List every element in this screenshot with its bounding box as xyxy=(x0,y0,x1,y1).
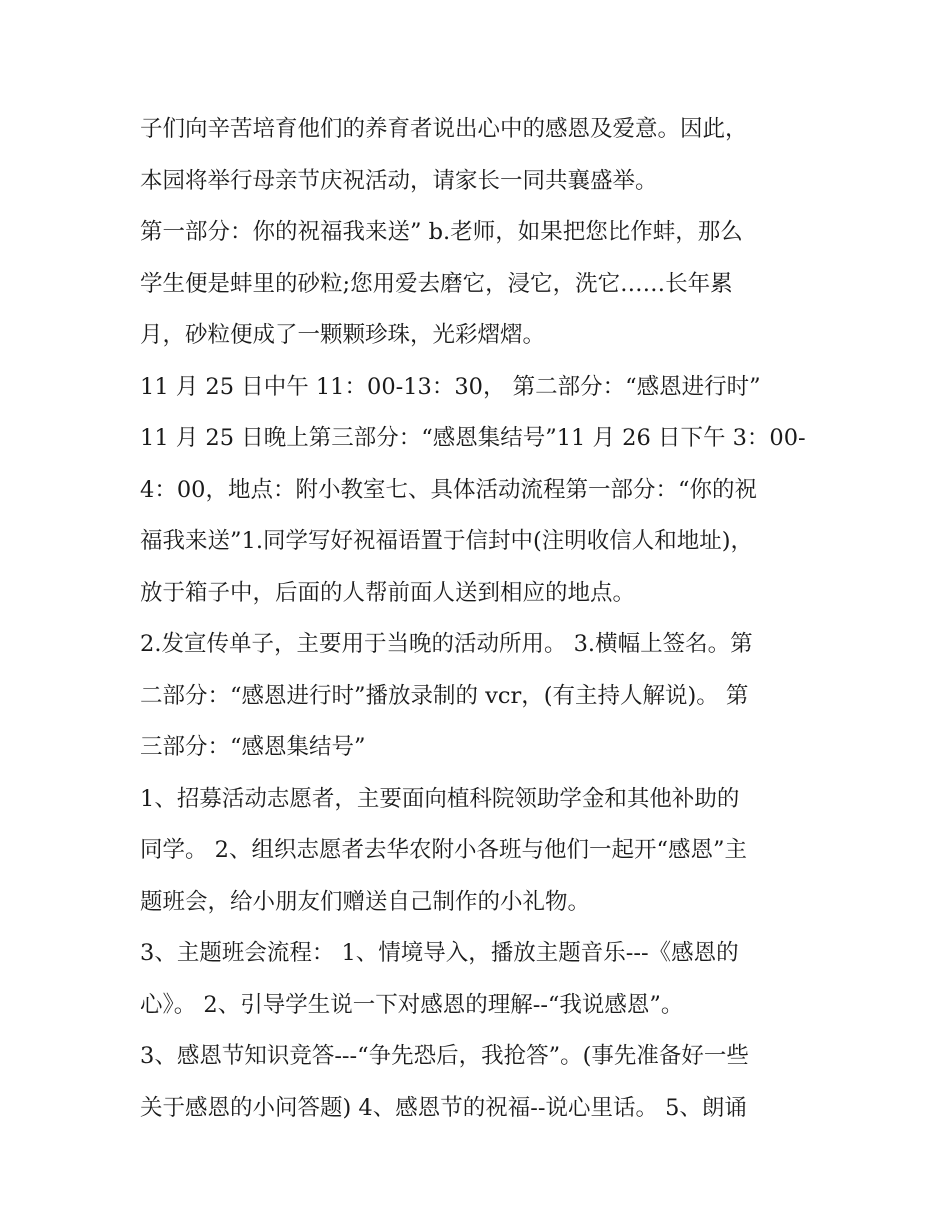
text-line: 题班会，给小朋友们赠送自己制作的小礼物。 xyxy=(140,888,591,915)
text-line: 4：00，地点：附小教室七、具体活动流程第一部分：“你的祝 xyxy=(140,476,757,503)
text-line: 本园将举行母亲节庆祝活动，请家长一同共襄盛举。 xyxy=(140,167,658,194)
text-line: 月，砂粒便成了一颗颗珍珠，光彩熠熠。 xyxy=(140,322,546,348)
text-line: 同学。 2、组织志愿者去华农附小各班与他们一起开“感恩”主 xyxy=(140,837,747,863)
text-line: 3、主题班会流程： 1、情境导入，播放主题音乐---《感恩的 xyxy=(140,940,739,966)
text-line: 二部分：“感恩进行时”播放录制的 vcr，(有主持人解说)。 第 xyxy=(140,682,749,709)
text-line: 放于箱子中，后面的人帮前面人送到相应的地点。 xyxy=(140,579,636,606)
text-line: 11 月 25 日晚上第三部分：“感恩集结号”11 月 26 日下午 3：00- xyxy=(140,425,806,451)
text-line: 1、招募活动志愿者，主要面向植科院领助学金和其他补助的 xyxy=(140,785,740,812)
text-line: 心》。 2、引导学生说一下对感恩的理解--“我说感恩”。 xyxy=(140,991,684,1018)
body-text xyxy=(140,104,830,1134)
text-line: 三部分：“感恩集结号” xyxy=(140,734,366,760)
text-line: 关于感恩的小问答题) 4、感恩节的祝福--说心里话。 5、朗诵 xyxy=(140,1094,747,1121)
text-line: 3、感恩节知识竞答---“争先恐后，我抢答”。(事先准备好一些 xyxy=(140,1043,749,1069)
text-line: 学生便是蚌里的砂粒;您用爱去磨它，浸它，洗它……长年累 xyxy=(140,270,733,297)
text-line: 11 月 25 日中午 11：00-13：30， 第二部分：“感恩进行时” xyxy=(140,373,761,400)
text-line: 子们向辛苦培育他们的养育者说出心中的感恩及爱意。因此， xyxy=(140,116,748,142)
text-line: 福我来送”1.同学写好祝福语置于信封中(注明收信人和地址)， xyxy=(140,528,754,554)
text-line: 2.发宣传单子，主要用于当晚的活动所用。 3.横幅上签名。第 xyxy=(140,631,753,657)
text-line: 第一部分：你的祝福我来送” b.老师，如果把您比作蚌，那么 xyxy=(140,219,743,245)
